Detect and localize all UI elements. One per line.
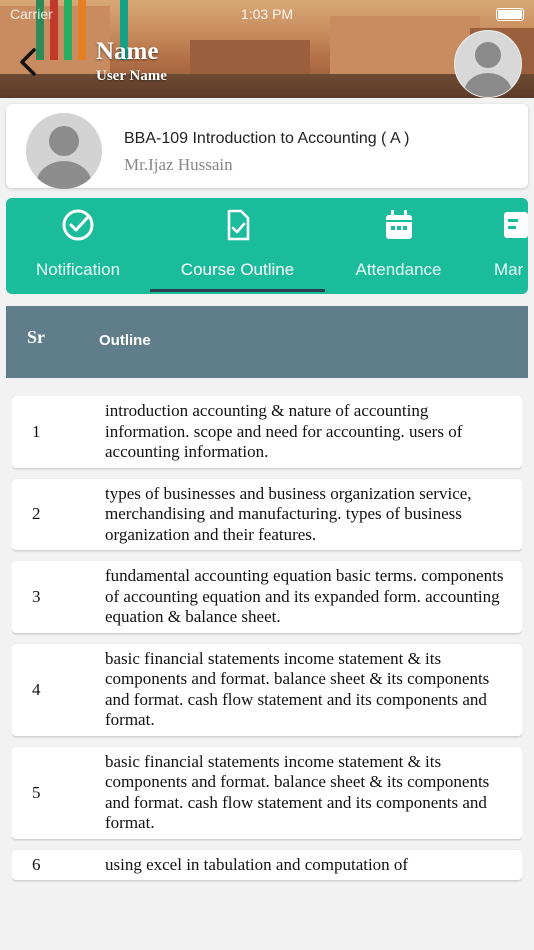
background-ground [0,74,534,98]
status-time: 1:03 PM [240,6,294,22]
calendar-icon [382,208,416,242]
carrier-label: Carrier [10,6,53,22]
course-teacher: Mr.Ijaz Hussain [124,155,233,174]
tab-attendance[interactable] [325,198,472,294]
status-bar [10,5,524,23]
row-outline: introduction accounting & nature of accounting information. scope and need for accounting. users of accounting information. [105,401,463,461]
row-sr: 6 [32,854,41,874]
row-sr: 2 [32,504,41,524]
list-check-icon [502,208,528,242]
back-button[interactable] [14,44,42,80]
column-header-outline: Outline [99,332,151,349]
battery-icon [496,8,524,21]
table-row [12,850,522,881]
tab-marks[interactable] [472,198,528,294]
course-title: BBA-109 Introduction to Accounting ( A ) [124,130,410,147]
header-banner [0,0,534,98]
outline-list[interactable] [12,396,522,906]
row-outline: using excel in tabulation and computation of [105,854,409,874]
active-tab-indicator [150,289,325,292]
table-row [12,644,522,736]
column-header-sr: Sr [27,327,45,347]
table-row [12,479,522,551]
person-silhouette-icon [455,31,521,97]
document-check-icon [221,208,255,242]
row-outline: types of businesses and business organization service, merchandising and manufacturing. types of business organization and their features. [105,483,472,544]
background-building [190,40,310,76]
tab-label: Attendance [355,260,442,279]
person-silhouette-icon [26,113,102,189]
table-row [12,747,522,839]
header-name: Name [96,38,159,65]
row-sr: 4 [32,679,41,699]
row-sr: 1 [32,421,41,441]
chevron-left-icon [18,47,38,77]
table-row [12,396,522,468]
table-row [12,561,522,633]
table-header [6,306,528,378]
row-sr: 3 [32,586,41,606]
row-outline: basic financial statements income statement & its components and format. balance sheet & its components and format. cash flow statement and its components and format. [105,751,490,832]
tab-label: Course Outline [180,260,295,279]
tab-bar [6,198,528,294]
row-sr: 5 [32,782,41,802]
header-user-name: User Name [96,68,167,84]
tab-label: Notification [35,260,121,279]
tab-label: Mar [494,260,524,279]
tab-notification[interactable] [6,198,150,294]
tab-course-outline[interactable] [150,198,325,294]
course-card [6,104,528,188]
row-outline: basic financial statements income statement & its components and format. balance sheet & its components and format. cash flow statement and its components and format. [105,648,490,729]
check-circle-icon [61,208,95,242]
teacher-avatar [26,113,102,189]
profile-avatar[interactable] [454,30,522,98]
row-outline: fundamental accounting equation basic terms. components of accounting equation and its expanded form. accounting equation & balance sheet. [105,566,504,626]
